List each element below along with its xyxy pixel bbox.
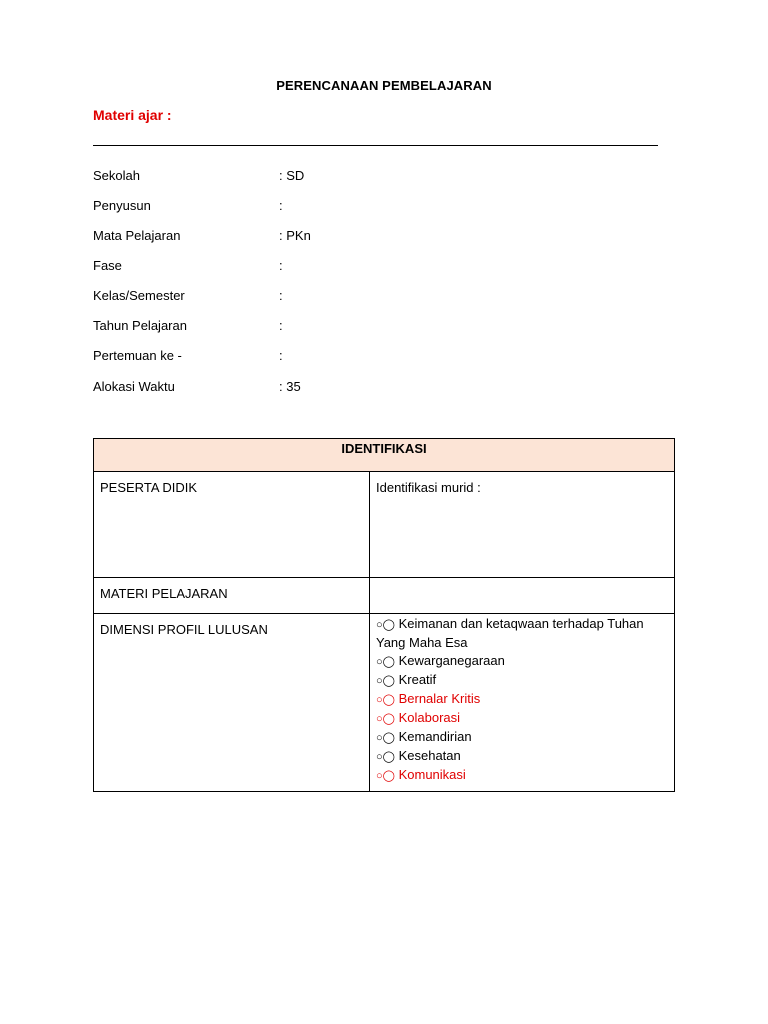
info-label: Alokasi Waktu: [93, 379, 175, 394]
info-value: :: [279, 318, 283, 333]
dimensi-label: DIMENSI PROFIL LULUSAN: [100, 622, 268, 637]
dimensi-item-label: Komunikasi: [398, 767, 466, 782]
dimensi-item-label: Kesehatan: [398, 748, 461, 763]
dimensi-label-cell: [94, 614, 370, 792]
materi-ajar-label: Materi ajar :: [93, 107, 172, 123]
info-label: Tahun Pelajaran: [93, 318, 187, 333]
checkbox-circle-icon[interactable]: ○◯: [376, 619, 395, 631]
materi-pelajaran-label: MATERI PELAJARAN: [100, 586, 228, 601]
info-value: :: [279, 348, 283, 363]
table-header-cell: [94, 439, 675, 472]
dimensi-item[interactable]: [376, 690, 668, 709]
document-title: PERENCANAAN PEMBELAJARAN: [276, 78, 492, 93]
peserta-value: Identifikasi murid :: [376, 480, 481, 495]
info-value: :: [279, 258, 283, 273]
info-value: : 35: [279, 379, 301, 394]
checkbox-circle-icon[interactable]: ○◯: [376, 694, 395, 706]
info-label: Penyusun: [93, 198, 151, 213]
materi-value-cell[interactable]: [370, 578, 675, 614]
materi-underline: [93, 145, 658, 146]
info-label: Pertemuan ke -: [93, 348, 182, 363]
peserta-value-cell[interactable]: [370, 472, 675, 578]
info-label: Fase: [93, 258, 122, 273]
dimensi-item-label: Kolaborasi: [398, 710, 461, 725]
table-header-row: [94, 439, 675, 472]
info-value: : SD: [279, 168, 305, 183]
dimensi-item-label: Kreatif: [398, 672, 437, 687]
info-value: :: [279, 198, 283, 213]
dimensi-list-cell: [370, 614, 675, 792]
dimensi-item[interactable]: [376, 709, 668, 728]
dimensi-item[interactable]: [376, 747, 668, 766]
dimensi-list: [376, 615, 668, 785]
info-value: :: [279, 288, 283, 303]
info-label: Mata Pelajaran: [93, 228, 181, 243]
checkbox-circle-icon[interactable]: ○◯: [376, 732, 395, 744]
dimensi-item-label: Kemandirian: [398, 729, 472, 744]
checkbox-circle-icon[interactable]: ○◯: [376, 656, 395, 668]
dimensi-item[interactable]: [376, 615, 668, 652]
dimensi-item-label: Kewarganegaraan: [398, 653, 505, 668]
identifikasi-table: [93, 438, 675, 792]
dimensi-item[interactable]: [376, 652, 668, 671]
table-header-text: IDENTIFIKASI: [341, 441, 427, 456]
info-label: Sekolah: [93, 168, 140, 183]
checkbox-circle-icon[interactable]: ○◯: [376, 751, 395, 763]
dimensi-item-label: Keimanan dan ketaqwaan terhadap Tuhan Yang Maha Esa: [376, 616, 644, 650]
checkbox-circle-icon[interactable]: ○◯: [376, 713, 395, 725]
info-value: : PKn: [279, 228, 311, 243]
peserta-label-cell: [94, 472, 370, 578]
checkbox-circle-icon[interactable]: ○◯: [376, 770, 395, 782]
dimensi-item[interactable]: [376, 671, 668, 690]
peserta-label: PESERTA DIDIK: [100, 480, 198, 495]
info-label: Kelas/Semester: [93, 288, 185, 303]
dimensi-item[interactable]: [376, 766, 668, 785]
table-row-peserta: [94, 472, 675, 578]
dimensi-item-label: Bernalar Kritis: [398, 691, 481, 706]
checkbox-circle-icon[interactable]: ○◯: [376, 675, 395, 687]
dimensi-item[interactable]: [376, 728, 668, 747]
materi-label-cell: [94, 578, 370, 614]
table-row-dimensi: [94, 614, 675, 792]
table-row-materi: [94, 578, 675, 614]
